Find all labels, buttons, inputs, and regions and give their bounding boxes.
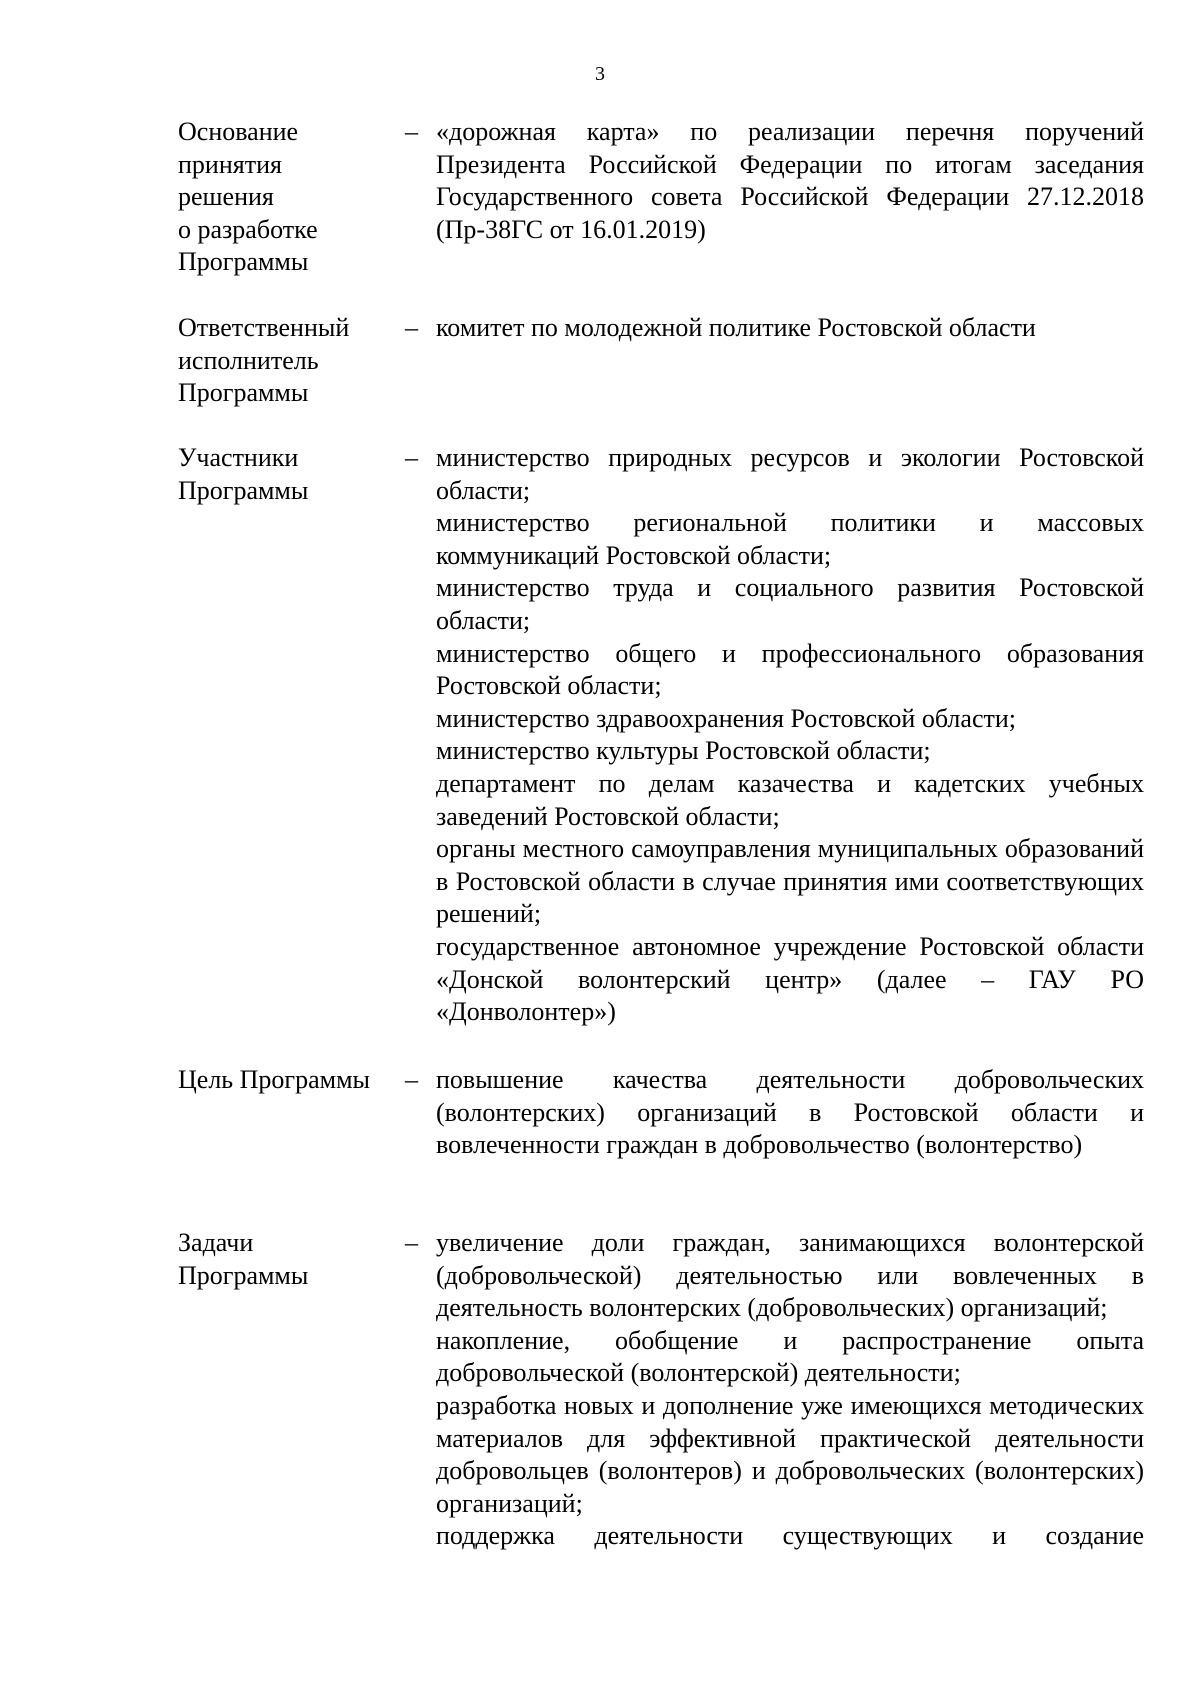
row-dash: – — [405, 1228, 418, 1257]
row-value-basis — [436, 116, 1144, 246]
row-value-tasks — [436, 1227, 1144, 1553]
page-number: 3 — [595, 63, 605, 85]
participant-item: органы местного самоуправления муниципальных образований в Ростовской области в случае принятия ими соответствующих решений; — [436, 834, 1144, 929]
row-value-participants — [436, 442, 1144, 1029]
row-label-basis: Основание принятия решения о разработке Программы — [178, 117, 318, 277]
value-paragraph: «дорожная карта» по реализации перечня поручений Президента Российской Федерации по итогам заседания Государственного совета Российской Федерации 27.12.2018 (Пр-38ГС от 16.01.2019) — [436, 117, 1144, 244]
value-paragraph: комитет по молодежной политике Ростовской области — [436, 313, 1036, 342]
row-value-responsible — [436, 312, 1144, 345]
task-item: накопление, обобщение и распространение опыта добровольческой (волонтерской) деятельности; — [436, 1325, 1144, 1388]
row-label-responsible: Ответственный исполнитель Программы — [178, 313, 350, 408]
participant-item: государственное автономное учреждение Ростовской области «Донской волонтерский центр» (далее – ГАУ РО «Донволонтер») — [436, 931, 1144, 1027]
row-dash: – — [405, 313, 418, 342]
task-item: поддержка деятельности существующих и создание — [436, 1521, 1144, 1551]
row-label-tasks: Задачи Программы — [178, 1228, 309, 1290]
participant-item: министерство общего и профессионального образования Ростовской области; — [436, 638, 1144, 701]
participant-item: министерство региональной политики и массовых коммуникаций Ростовской области; — [436, 508, 1144, 570]
participant-item: министерство здравоохранения Ростовской области; — [436, 703, 1016, 733]
row-label-participants: Участники Программы — [178, 443, 309, 505]
participant-item: министерство природных ресурсов и экологии Ростовской области; — [436, 443, 1144, 505]
participant-item: министерство культуры Ростовской области; — [436, 736, 931, 766]
task-item: увеличение доли граждан, занимающихся волонтерской (добровольческой) деятельностью или вовлеченных в деятельность волонтерских (добровольческих) организаций; — [436, 1228, 1144, 1323]
participant-item: министерство труда и социального развития Ростовской области; — [436, 573, 1144, 635]
row-label-goal: Цель Программы — [178, 1065, 371, 1094]
row-dash: – — [405, 117, 418, 146]
task-item: разработка новых и дополнение уже имеющихся методических материалов для эффективной практической деятельности добровольцев (волонтеров) и добровольческих (волонтерских) организаций; — [436, 1390, 1144, 1518]
row-dash: – — [405, 443, 418, 472]
row-value-goal — [436, 1064, 1144, 1162]
participant-item: департамент по делам казачества и кадетских учебных заведений Ростовской области; — [436, 768, 1144, 831]
value-paragraph: повышение качества деятельности добровольческих (волонтерских) организаций в Ростовской области и вовлеченности граждан в добровольчество (волонтерство) — [436, 1065, 1144, 1160]
row-dash: – — [405, 1065, 418, 1094]
